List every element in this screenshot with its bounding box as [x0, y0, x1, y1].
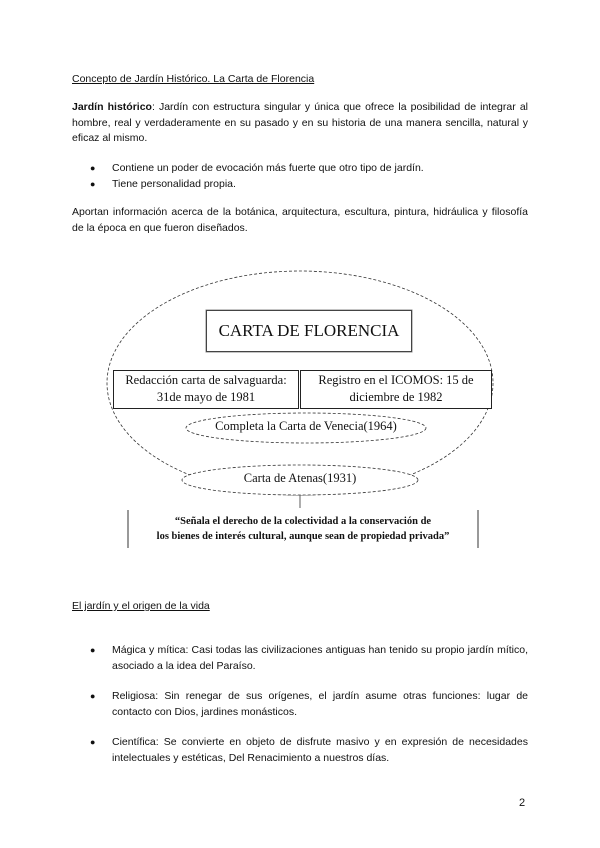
characteristics-list: [90, 161, 520, 192]
redaccion-line-1: Redacción carta de salvaguarda:: [125, 373, 287, 387]
page-number: 2: [519, 797, 526, 809]
list-item: ● Científica: Se convierte en objeto de disfrute masivo y en expresión de necesidades intelectuales y estéticas, Del Renacimiento a nuestros días.: [90, 736, 528, 764]
redaccion-line-2: 31de mayo de 1981: [156, 390, 256, 404]
carta-florencia-diagram: [0, 260, 600, 560]
bullet-icon: ●: [90, 645, 96, 655]
section-heading-origen-vida: El jardín y el origen de la vida: [72, 600, 210, 612]
list-item: ● Tiene personalidad propia.: [90, 177, 520, 193]
bullet-icon: ●: [90, 178, 96, 189]
bullet-icon: ●: [90, 737, 96, 747]
venecia-label: Completa la Carta de Venecia(1964): [215, 419, 397, 433]
atenas-label: Carta de Atenas(1931): [243, 471, 357, 485]
title-box: [206, 310, 412, 352]
bullet-icon: ●: [90, 691, 96, 701]
diagram-title: CARTA DE FLORENCIA: [218, 321, 400, 340]
functions-list: [90, 643, 528, 766]
redaccion-box: [113, 370, 299, 409]
definition-term: Jardín histórico: [72, 101, 152, 113]
list-item: ● Mágica y mítica: Casi todas las civilizaciones antiguas han tenido su propio jardín mítico, asociado a la idea del Paraíso.: [90, 644, 528, 672]
list-item: ● Religiosa: Sin renegar de sus orígenes, el jardín asume otras funciones: lugar de contacto con Dios, jardines monásticos.: [90, 690, 528, 718]
definition-paragraph: [72, 100, 528, 147]
registro-box: [300, 370, 492, 409]
bullet-icon: ●: [90, 163, 96, 173]
definition-text: : Jardín con estructura singular y única que ofrece la posibilidad de integrar al hombre, real y verdaderamente en su pasado y en su historia de una manera sencilla, natural y eficaz al mismo.: [72, 101, 528, 144]
info-paragraph: Aportan información acerca de la botánica, arquitectura, escultura, pintura, hidráulica y filosofía de la época en que fueron diseñados.: [72, 206, 528, 234]
quote-line-2: los bienes de interés cultural, aunque sean de propiedad privada”: [156, 531, 450, 542]
registro-line-1: Registro en el ICOMOS: 15 de: [318, 373, 474, 387]
list-item: ● Contiene un poder de evocación más fuerte que otro tipo de jardín.: [90, 161, 520, 177]
registro-line-2: diciembre de 1982: [349, 390, 443, 404]
section-heading-carta-florencia: Concepto de Jardín Histórico. La Carta de Florencia: [72, 73, 315, 85]
quote-text: [130, 514, 476, 544]
quote-line-1: “Señala el derecho de la colectividad a la conservación de: [174, 516, 432, 527]
